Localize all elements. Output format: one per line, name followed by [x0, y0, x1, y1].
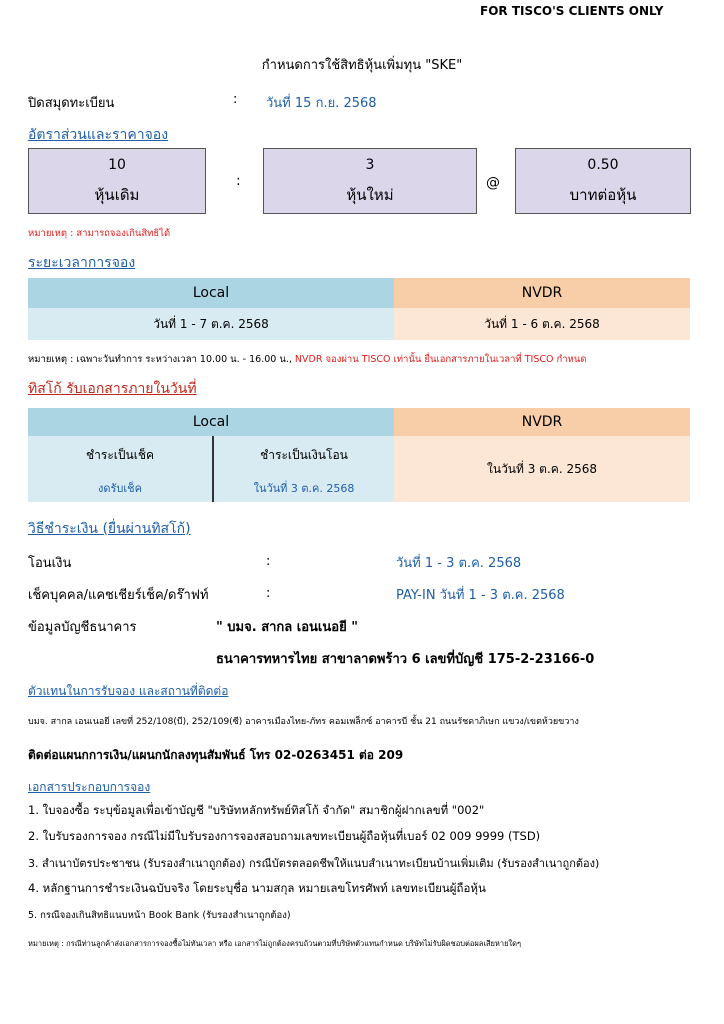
book-closing-label: ปิดสมุดทะเบียน: [28, 96, 115, 111]
period-local-value: วันที่ 1 - 7 ต.ค. 2568: [28, 308, 394, 340]
new-shares-box: [263, 148, 477, 214]
clients-only-label: FOR TISCO'S CLIENTS ONLY: [480, 4, 664, 18]
ratio-heading: อัตราส่วนและราคาจอง: [28, 127, 169, 143]
doc-item-2: 2. ใบรับรองการจอง กรณีไม่มีใบรับรองการจองสอบถามเลขทะเบียนผู้ถือหุ้นที่เบอร์ 02 009 9999 (TSD): [28, 829, 541, 843]
bank-account-label: ข้อมูลบัญชีธนาคาร: [28, 620, 137, 635]
transfer-cell: [214, 436, 394, 502]
price-box: [515, 148, 691, 214]
new-shares-label: หุ้นใหม่: [346, 186, 394, 204]
price-label: บาทต่อหุ้น: [569, 186, 637, 204]
period-nvdr-header: NVDR: [394, 278, 690, 308]
book-closing-colon: :: [233, 92, 238, 107]
period-note-red: NVDR จองผ่าน TISCO เท่านั้น ยื่นเอกสารภายในเวลาที่ TISCO กำหนด: [291, 354, 587, 365]
deadline-local-header: Local: [28, 408, 394, 436]
deadline-table: [28, 408, 690, 502]
at-separator: @: [486, 175, 500, 191]
doc-item-4: 4. หลักฐานการชำระเงินฉบับจริง โดยระบุชื่อ นามสกุล หมายเลขโทรศัพท์ เลขทะเบียนผู้ถือหุ้น: [28, 881, 486, 895]
payment-cheque-colon: :: [266, 586, 271, 601]
payment-transfer-label: โอนเงิน: [28, 556, 72, 571]
payment-transfer-colon: :: [266, 554, 271, 569]
period-local-header: Local: [28, 278, 394, 308]
period-heading: ระยะเวลาการจอง: [28, 255, 136, 271]
book-closing-date: วันที่ 15 ก.ย. 2568: [266, 96, 377, 111]
deadline-nvdr-value: ในวันที่ 3 ต.ค. 2568: [394, 436, 690, 502]
period-table: [28, 278, 690, 340]
period-note: [28, 352, 587, 367]
old-shares-label: หุ้นเดิม: [94, 186, 140, 204]
cheque-value: งดรับเช็ค: [98, 482, 142, 495]
doc-item-3: 3. สำเนาบัตรประชาชน (รับรองสำเนาถูกต้อง) กรณีบัตรตลอดชีพให้แนบสำเนาทะเบียนบ้านเพิ่มเติม (รับรองสำเนาถูกต้อง): [28, 857, 600, 870]
payment-cheque-date: PAY-IN วันที่ 1 - 3 ต.ค. 2568: [396, 588, 565, 603]
doc-item-5: 5. กรณีจองเกินสิทธิแนบหน้า Book Bank (รับรองสำเนาถูกต้อง): [28, 910, 291, 921]
deadline-nvdr-header: NVDR: [394, 408, 690, 436]
price-number: 0.50: [587, 157, 619, 173]
old-shares-box: [28, 148, 206, 214]
period-nvdr-value: วันที่ 1 - 6 ต.ค. 2568: [394, 308, 690, 340]
cheque-title: ชำระเป็นเช็ค: [86, 448, 154, 462]
transfer-title: ชำระเป็นเงินโอน: [260, 448, 348, 462]
ratio-note: หมายเหตุ : สามารถจองเกินสิทธิได้: [28, 228, 171, 239]
agent-address: บมจ. สากล เอนเนอยี เลขที่ 252/108(บี), 252/109(ซี) อาคารเมืองไทย-ภัทร คอมเพล็กซ์ อาคารบี ชั้น 21 ถนนรัชดาภิเษก แขวง/เขตห้วยขวาง: [28, 717, 579, 727]
docs-heading: เอกสารประกอบการจอง: [28, 780, 151, 794]
docs-note: หมายเหตุ : กรณีท่านลูกค้าส่งเอกสารการจองซื้อไม่ทันเวลา หรือ เอกสารไม่ถูกต้องครบถ้วนตามที่บริษัทตัวแทนกำหนด บริษัทไม่รับผิดชอบต่อผลเสียหายใดๆ: [28, 939, 522, 948]
transfer-value: ในวันที่ 3 ต.ค. 2568: [253, 482, 355, 495]
new-shares-number: 3: [365, 157, 375, 173]
cheque-cell: [28, 436, 214, 502]
page-title: กำหนดการใช้สิทธิหุ้นเพิ่มทุน "SKE": [261, 58, 463, 73]
doc-item-1: 1. ใบจองซื้อ ระบุข้อมูลเพื่อเข้าบัญชี "บริษัทหลักทรัพย์ทิสโก้ จำกัด" สมาชิกผู้ฝากเลขที่ "002": [28, 803, 485, 817]
bank-account-number: ธนาคารทหารไทย สาขาลาดพร้าว 6 เลขที่บัญชี 175-2-23166-0: [216, 652, 595, 667]
ratio-separator: :: [236, 173, 241, 189]
agent-contact: ติดต่อแผนกการเงิน/แผนกนักลงทุนสัมพันธ์ โทร 02-0263451 ต่อ 209: [28, 748, 404, 762]
payment-cheque-label: เช็คบุคคล/แคชเชียร์เช็ค/ดร๊าฟท์: [28, 588, 209, 603]
deadline-heading: ทิสโก้ รับเอกสารภายในวันที่: [28, 381, 197, 397]
period-note-black: หมายเหตุ : เฉพาะวันทำการ ระหว่างเวลา 10.00 น. - 16.00 น.,: [28, 354, 292, 365]
payment-heading: วิธีชำระเงิน (ยื่นผ่านทิสโก้): [28, 521, 191, 537]
old-shares-number: 10: [108, 157, 126, 173]
agent-heading: ตัวแทนในการรับจอง และสถานที่ติดต่อ: [28, 684, 229, 698]
bank-account-name: " บมจ. สากล เอนเนอยี ": [216, 620, 358, 635]
payment-transfer-date: วันที่ 1 - 3 ต.ค. 2568: [396, 556, 522, 571]
